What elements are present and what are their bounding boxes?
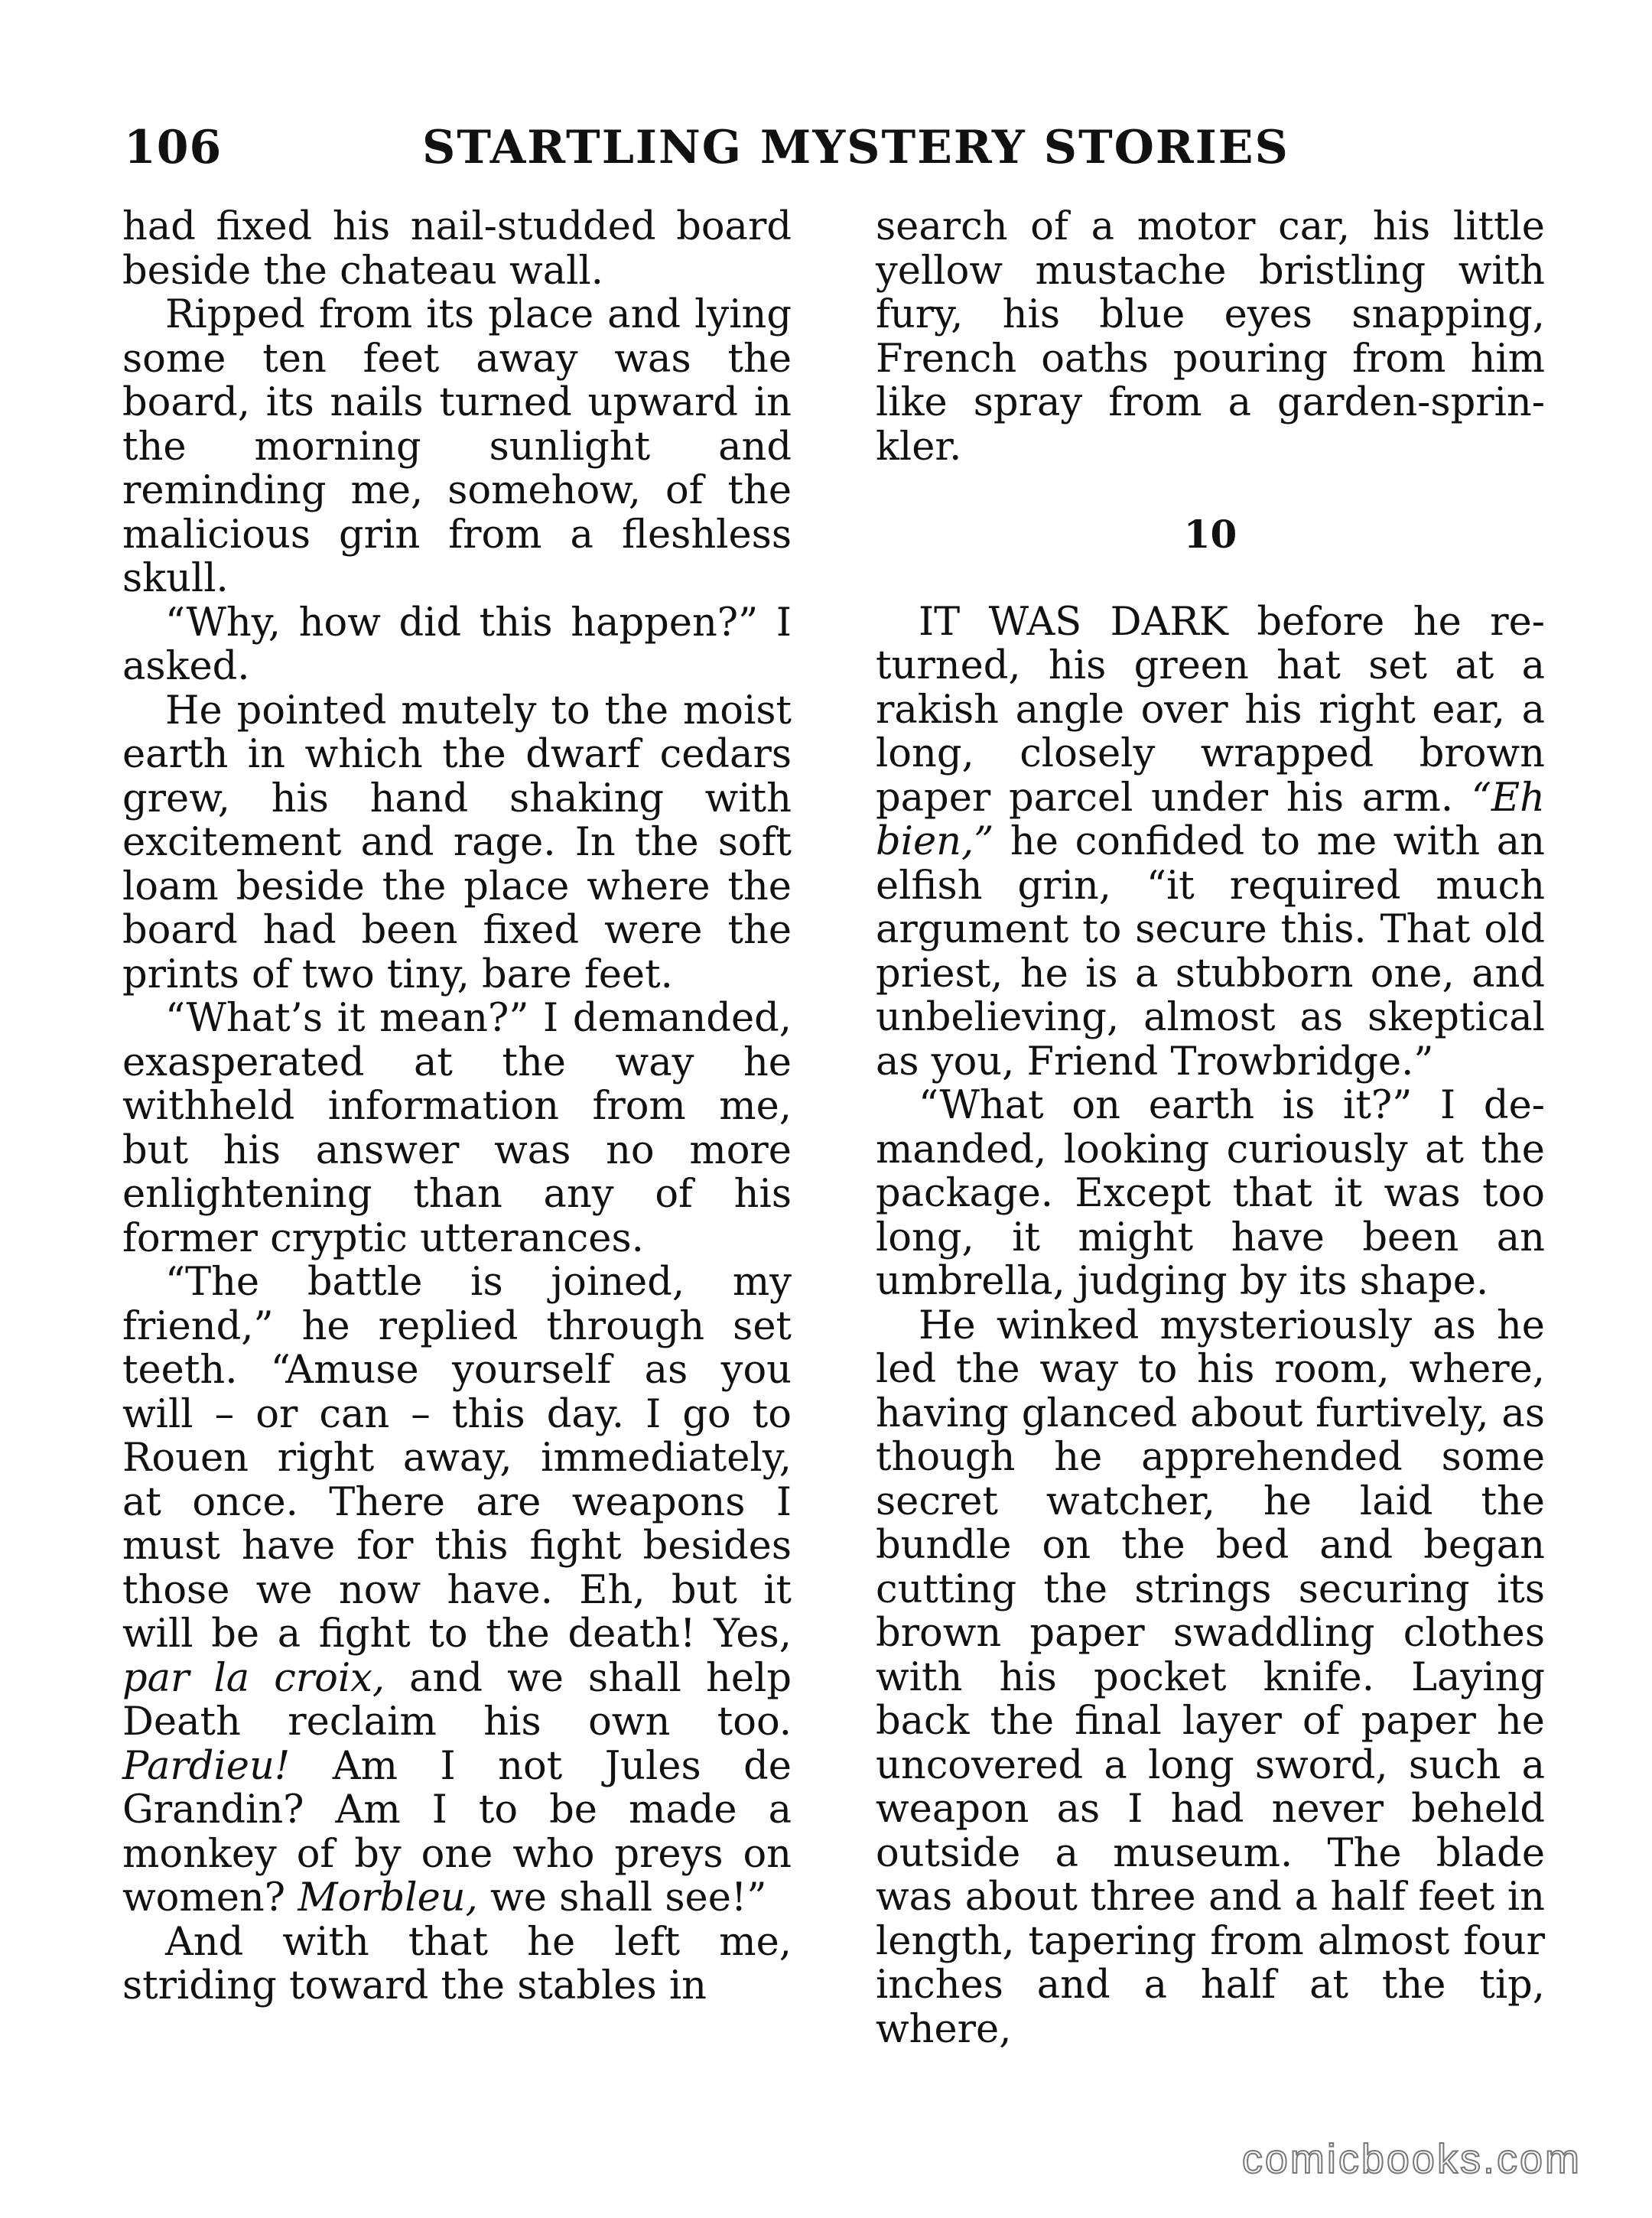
left-column xyxy=(122,205,792,2008)
running-title: STARTLING MYSTERY STORIES xyxy=(422,121,1289,174)
text-run: we shall see!” xyxy=(477,1875,767,1920)
text-run: Am I not Jules de Grandin? Am I to be made a monkey of by one who preys on women? xyxy=(122,1743,792,1920)
paragraph: had fixed his nail-studded board beside the chateau wall. xyxy=(122,204,792,294)
italic-phrase: “Eh bien,” xyxy=(876,775,1545,864)
watermark: comicbooks.com xyxy=(1241,2136,1582,2182)
italic-phrase: par la croix, xyxy=(122,1655,385,1701)
text-run: and we shall help Death reclaim his own too. xyxy=(122,1655,792,1745)
italic-phrase: Morbleu, xyxy=(298,1875,478,1920)
paragraph: “What on earth is it?” I demanded, looking curiously at the package. Except that it was too long, it might have been an umbrella, judging by its shape. xyxy=(876,1083,1545,1304)
paragraph: And with that he left me, striding toward the stables in xyxy=(122,1919,792,2008)
paragraph xyxy=(122,1260,792,1920)
paragraph: search of a motor car, his little yellow mustache bristling with fury, his blue eyes snapping, French oaths pouring from him like spray from a garden-sprinkler. xyxy=(876,204,1545,470)
text-run: he confided to me with an elfish grin, “it required much argument to secure this. That old priest, he is a stubborn one, and unbelieving, almost as skeptical as you, Friend Trowbridge.” xyxy=(876,819,1545,1085)
paragraph xyxy=(876,600,1545,1085)
paragraph: He winked mysteriously as he led the way to his room, where, having glanced about furtively, as though he apprehended some secret watcher, he laid the bundle on the bed and began cutting the strings securing its brown paper swaddling clothes with his pocket knife. Laying back the final layer of paper he uncovered a long sword, such a weapon as I had never beheld outside a museum. The blade was about three and a half feet in length, tapering from almost four inches and a half at the tip, where, xyxy=(876,1303,1545,2052)
page-header xyxy=(124,121,1539,182)
italic-phrase: Pardieu! xyxy=(122,1743,291,1789)
right-column xyxy=(876,205,1545,2051)
paragraph: “What’s it mean?” I demanded, exasperated at the way he withheld information from me, but his answer was no more enlightening than any of his former cryptic utterances. xyxy=(122,996,792,1261)
paragraph: He pointed mutely to the moist earth in which the dwarf cedars grew, his hand shaking with excitement and rage. In the soft loam beside the place where the board had been fixed were the prints of two tiny, bare feet. xyxy=(122,688,792,997)
paragraph: “Why, how did this happen?” I asked. xyxy=(122,600,792,689)
paragraph: Ripped from its place and lying some ten feet away was the board, its nails turned upward in the morning sunlight and reminding me, somehow, of the malicious grin from a fleshless skull. xyxy=(122,292,792,601)
text-run: IT WAS DARK before he returned, his green hat set at a rakish angle over his right ear, a long, closely wrapped brown paper parcel under his arm. xyxy=(876,599,1545,821)
page-number: 106 xyxy=(124,121,223,174)
text-run: “The battle is joined, my friend,” he replied through set teeth. “Amuse yourself as you will – or can – this day. I go to Rouen right away, immediately, at once. There are weapons I must have for this fight besides those we now have. Eh, but it will be a fight to the death! Yes, xyxy=(122,1260,792,1657)
section-number: 10 xyxy=(1183,512,1237,557)
